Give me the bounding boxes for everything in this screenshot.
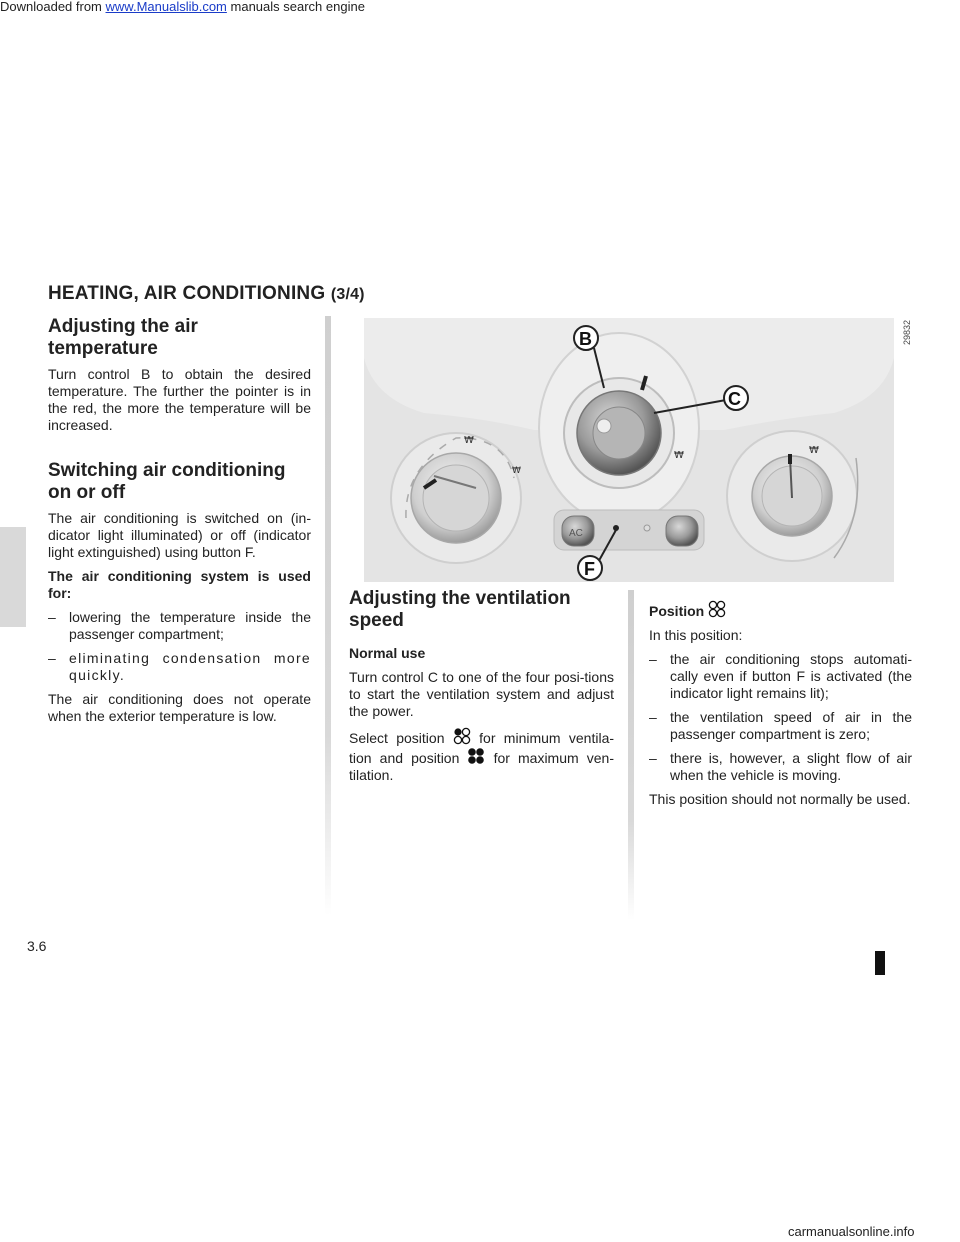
- text-ac-exterior-temp: The air conditioning does not operate when the exterior temperature is low.: [48, 691, 311, 724]
- ac-button-text: AC: [569, 528, 583, 539]
- label-b: B: [579, 329, 592, 349]
- position-item: – there is, however, a slight flow of air when the vehicle is moving.: [649, 750, 912, 784]
- text-not-normally-used: This position should not normally be used.: [649, 791, 911, 807]
- position-item: – the ventilation speed of air in the passenger compartment is zero;: [649, 709, 912, 743]
- text-ac-used-for: The air conditioning system is used for:: [48, 568, 311, 601]
- right-column: [649, 600, 912, 808]
- svg-text:₩: ₩: [674, 450, 684, 461]
- climate-control-figure: [364, 318, 894, 582]
- ac-use-item: – lowering the temperature inside the passenger compartment;: [48, 609, 311, 643]
- heading-air-temperature: Adjusting the air temperature: [48, 316, 198, 359]
- footer-watermark: carmanualsonline.info: [788, 1224, 915, 1239]
- fan-min-icon: [453, 727, 471, 745]
- manualslib-link[interactable]: www.Manualslib.com: [105, 0, 227, 14]
- title-part: (3/4): [330, 286, 365, 303]
- position-item: – the air conditioning stops automati-cally even if button F is activated (the indicator light remains lit);: [649, 651, 912, 702]
- heading-ac-on-off: Switching air conditioning on or off: [48, 460, 286, 503]
- svg-text:₩: ₩: [512, 466, 521, 476]
- title-main: HEATING, AIR CONDITIONING: [48, 283, 326, 304]
- heading-position: [649, 600, 912, 620]
- text-in-this-position: In this position:: [649, 627, 743, 643]
- fan-outline-icon: [708, 600, 726, 618]
- image-code: 29832: [902, 319, 912, 345]
- text-ventilation-control: Turn control C to one of the four posi-tions to start the ventilation system and adjust the power.: [349, 669, 614, 719]
- svg-text:₩: ₩: [809, 445, 819, 456]
- download-header: [0, 0, 960, 14]
- left-column: [48, 316, 311, 725]
- fan-max-icon: [467, 747, 485, 765]
- divider-right: [628, 590, 634, 920]
- page-title: [48, 283, 365, 305]
- label-c: C: [728, 389, 741, 409]
- middle-column: [349, 588, 614, 784]
- chapter-tab: [0, 527, 26, 627]
- text-ac-on-off: The air conditioning is switched on (in-dicator light illuminated) or off (indicator light extinguished) using button F.: [48, 510, 311, 560]
- end-of-section-mark: [875, 951, 885, 975]
- heading-position-text: Position: [649, 603, 705, 619]
- page-number: 3.6: [27, 938, 47, 954]
- heading-ventilation-speed: Adjusting the ventilation speed: [349, 588, 571, 631]
- header-suffix: manuals search engine: [230, 0, 365, 14]
- ac-use-item: – eliminating condensation more quickly.: [48, 650, 311, 684]
- text-min-ventilation: for minimum ventila-tion and position: [349, 730, 615, 766]
- text-air-temperature: Turn control B to obtain the desired temperature. The further the pointer is in the red, the more the temperature will be increased.: [48, 366, 311, 433]
- header-prefix: Downloaded from: [0, 0, 102, 14]
- divider-left: [325, 316, 331, 916]
- subheading-normal-use: Normal use: [349, 645, 426, 661]
- label-f: F: [584, 559, 595, 579]
- svg-text:₩: ₩: [464, 435, 474, 446]
- control-panel-drawing: [364, 318, 894, 582]
- text-max-ventilation: for maximum ven-tilation.: [349, 750, 614, 783]
- text-fan-positions: [349, 727, 614, 784]
- text-select-position: Select position: [349, 730, 445, 746]
